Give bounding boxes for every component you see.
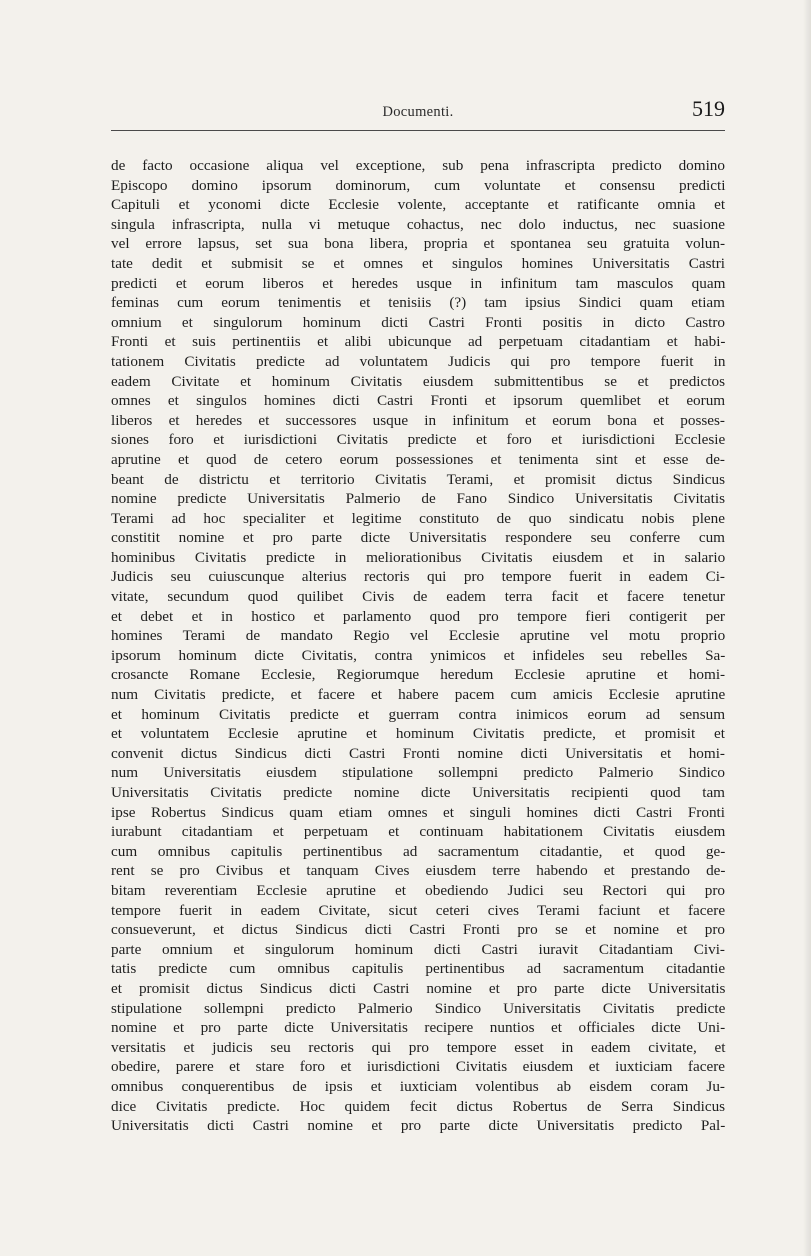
- text-line: omnes et singulos homines dicti Castri Fronti et ipsorum quemlibet et eorum: [111, 392, 726, 410]
- text-line: parte omnium et singulorum hominum dicti Castri iuravit Citadantiam Civi-: [111, 940, 725, 958]
- text-line: singula infrascripta, nulla vi metuque cohactus, nec dolo inductus, nec suasione: [111, 215, 725, 233]
- running-head: Documenti.: [382, 104, 454, 120]
- text-line: ipse Robertus Sindicus quam etiam omnes et singuli homines dicti Castri Fronti: [111, 803, 725, 821]
- text-line: dice Civitatis predicte. Hoc quidem fecit dictus Robertus de Serra Sindicus: [111, 1097, 726, 1115]
- page-number: 519: [692, 96, 725, 121]
- text-line: Episcopo domino ipsorum dominorum, cum voluntate et consensu predicti: [111, 176, 726, 194]
- text-line: aprutine et quod de cetero eorum possessiones et tenimenta sint et esse de-: [111, 450, 725, 468]
- text-line: vitate, secundum quod quilibet Civis de eadem terra facit et facere tenetur: [111, 588, 725, 606]
- text-line: Universitatis dicti Castri nomine et pro parte dicte Universitatis predicto Pal-: [111, 1117, 726, 1135]
- text-line: nomine predicte Universitatis Palmerio de Fano Sindico Universitatis Civitatis: [111, 490, 725, 508]
- text-line: Fronti et suis pertinentiis et alibi ubicunque ad perpetuam citadantiam et habi-: [111, 333, 726, 351]
- text-line: predicti et eorum liberos et heredes usque in infinitum tam masculos quam: [111, 274, 726, 292]
- text-line: iurabunt citadantiam et perpetuam et continuam habitationem Civitatis eiusdem: [111, 823, 726, 841]
- text-line: siones foro et iurisdictioni Civitatis predicte et foro et iurisdictioni Ecclesie: [111, 431, 726, 449]
- text-line: eadem Civitate et hominum Civitatis eiusdem submittentibus se et predictos: [111, 372, 725, 390]
- text-line: liberos et heredes et successores usque in infinitum et eorum bona et posses-: [111, 411, 725, 429]
- text-line: obedire, parere et stare foro et iurisdictioni Civitatis eiusdem et iuxticiam facere: [111, 1058, 725, 1076]
- text-line: Judicis seu cuiuscunque alterius rectoris qui pro tempore fuerit in eadem Ci-: [111, 568, 725, 586]
- text-line: de facto occasione aliqua vel exceptione, sub pena infrascripta predicto domino: [111, 157, 725, 174]
- text-line: num Civitatis predicte, et facere et habere pacem cum amicis Ecclesie aprutine: [111, 686, 726, 704]
- text-line: beant de districtu et territorio Civitatis Terami, et promisit dictus Sindicus: [111, 470, 725, 488]
- text-line: Capituli et yconomi dicte Ecclesie volente, acceptante et ratificante omnia et: [111, 196, 726, 214]
- text-line: et hominum Civitatis predicte et guerram contra inimicos eorum ad sensum: [111, 705, 726, 723]
- body-text: [111, 156, 725, 1136]
- text-line: feminas cum eorum tenimentis et tenisiis (?) tam ipsius Sindici quam etiam: [111, 294, 725, 312]
- page-header: [111, 96, 725, 128]
- text-line: et voluntatem Ecclesie aprutine et hominum Civitatis predicte, et promisit et: [111, 725, 725, 743]
- text-line: tatis predicte cum omnibus capitulis pertinentibus ad sacramentum citadantie: [111, 960, 726, 978]
- text-line: omnium et singulorum hominum dicti Castri Fronti positis in dicto Castro: [111, 313, 725, 331]
- text-line: tationem Civitatis predicte ad voluntatem Judicis qui pro tempore fuerit in: [111, 352, 726, 370]
- text-line: stipulatione sollempni predicto Palmerio Sindico Universitatis Civitatis predicte: [111, 999, 726, 1017]
- text-line: bitam reverentiam Ecclesie aprutine et obediendo Judici seu Rectori qui pro: [111, 881, 725, 899]
- text-line: et debet et in hostico et parlamento quod pro tempore fieri contigerit per: [111, 607, 725, 625]
- text-line: ipsorum hominum dicte Civitatis, contra ynimicos et infideles seu rebelles Sa-: [111, 646, 726, 664]
- text-line: cum omnibus capitulis pertinentibus ad sacramentum citadantie, et quod ge-: [111, 842, 726, 860]
- text-line: rent se pro Civibus et tanquam Cives eiusdem terre habendo et prestando de-: [111, 862, 726, 880]
- text-line: Universitatis Civitatis predicte nomine dicte Universitatis recipienti quod tam: [111, 784, 725, 801]
- text-line: homines Terami de mandato Regio vel Ecclesie aprutine vel motu proprio: [111, 627, 726, 645]
- text-line: num Universitatis eiusdem stipulatione sollempni predicto Palmerio Sindico: [111, 764, 725, 782]
- header-rule: [111, 130, 725, 131]
- page-edge-shadow: [803, 0, 811, 1256]
- text-line: convenit dictus Sindicus dicti Castri Fronti nomine dicti Universitatis et homi-: [111, 744, 725, 762]
- text-line: versitatis et judicis seu rectoris qui pro tempore esset in eadem civitate, et: [111, 1038, 726, 1056]
- text-line: constitit nomine et pro parte dicte Universitatis respondere seu conferre cum: [111, 529, 725, 547]
- text-line: omnibus conquerentibus de ipsis et iuxticiam volentibus ab eisdem coram Ju-: [111, 1077, 725, 1095]
- text-line: nomine et pro parte dicte Universitatis recipere nuntios et officiales dicte Uni-: [111, 1019, 726, 1037]
- text-line: Terami ad hoc specialiter et legitime constituto de quo sindicatu nobis plene: [111, 509, 725, 527]
- text-line: hominibus Civitatis predicte in meliorationibus Civitatis eiusdem et in salario: [111, 548, 726, 566]
- text-line: et promisit dictus Sindicus dicti Castri nomine et pro parte dicte Universitatis: [111, 979, 726, 997]
- text-line: tate dedit et submisit se et omnes et singulos homines Universitatis Castri: [111, 254, 725, 272]
- text-line: tempore fuerit in eadem Civitate, sicut ceteri cives Terami faciunt et facere: [111, 901, 726, 919]
- text-line: vel errore lapsus, set sua bona libera, propria et spontanea seu gratuita volun-: [111, 235, 725, 253]
- text-line: consueverunt, et dictus Sindicus dicti Castri Fronti pro se et nomine et pro: [111, 921, 725, 939]
- text-line: crosancte Romane Ecclesie, Regiorumque heredum Ecclesie aprutine et homi-: [111, 666, 726, 684]
